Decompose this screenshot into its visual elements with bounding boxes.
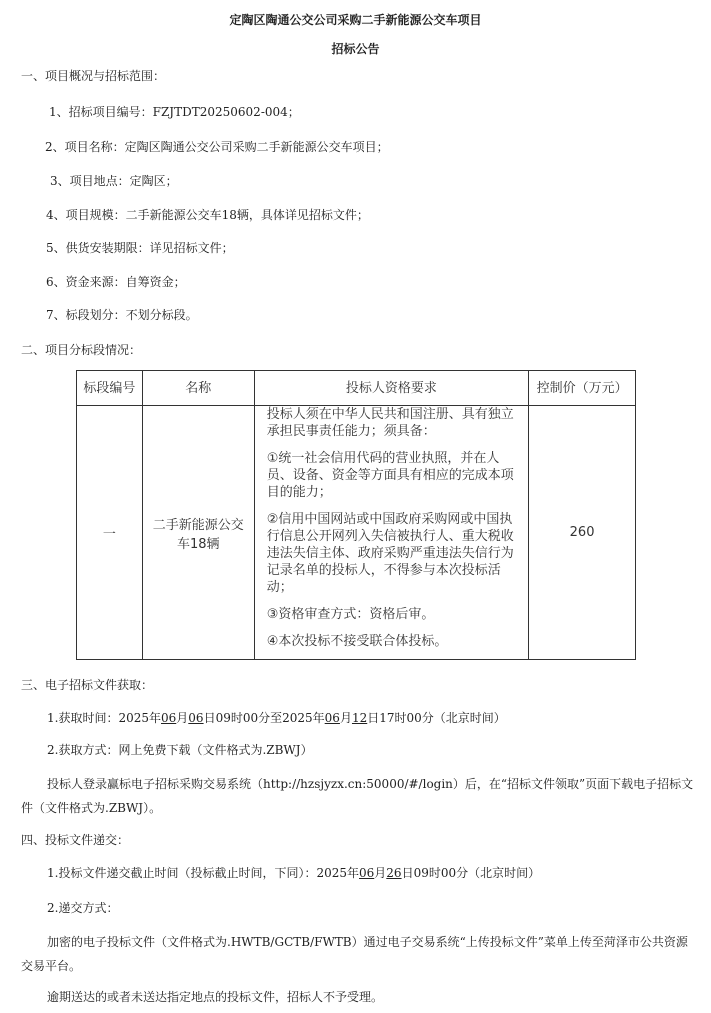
- header-name: 名称: [142, 371, 254, 406]
- cell-lot-number: 一: [77, 406, 143, 660]
- section1-item-name: 2、项目名称：定陶区陶通公交公司采购二手新能源公交车项目；: [45, 140, 389, 154]
- section1-item-funding: 6、资金来源：自筹资金；: [46, 275, 186, 289]
- requirement-2: ②信用中国网站或中国政府采购网或中国执行信息公开网列入失信被执行人、重大税收违法失信主体、政府采购严重违法失信行为记录名单的投标人，不得参与本次投标活动；: [266, 512, 514, 595]
- section1-item-lots: 7、标段划分：不划分标段。: [46, 308, 198, 322]
- requirement-4: ④本次投标不接受联合体投标。: [266, 634, 448, 649]
- section4-heading: 四、投标文件递交：: [21, 833, 130, 847]
- section1-item-location: 3、项目地点：定陶区；: [50, 174, 178, 188]
- section1-item-period: 5、供货安装期限：详见招标文件；: [46, 241, 234, 255]
- section4-deadline: 1.投标文件递交截止时间（投标截止时间，下同）：2025年06月26日09时00分（北京时间）: [47, 866, 541, 880]
- section1-heading: 一、项目概况与招标范围：: [21, 69, 166, 83]
- cell-name: 二手新能源公交车18辆: [142, 406, 254, 660]
- requirement-3: ③资格审查方式：资格后审。: [266, 607, 435, 622]
- lots-table: [76, 370, 636, 660]
- cell-control-price: 260: [529, 406, 636, 660]
- section3-acquisition-method: 2.获取方式：网上免费下载（文件格式为.ZBWJ）: [47, 743, 313, 757]
- section4-late-paragraph: 逾期送达的或者未送达指定地点的投标文件，招标人不予受理。: [47, 990, 384, 1004]
- cell-qualification: [254, 406, 528, 660]
- header-control-price: 控制价（万元）: [529, 371, 636, 406]
- section2-heading: 二、项目分标段情况：: [21, 343, 142, 357]
- document-title: 定陶区陶通公交公司采购二手新能源公交车项目: [229, 13, 482, 27]
- table-header-row: [77, 371, 636, 406]
- header-lot-number: 标段编号: [77, 371, 143, 406]
- section3-login-paragraph: 投标人登录赢标电子招标采购交易系统（http://hzsjyzx.cn:50000/#/login）后，在“招标文件领取”页面下载电子招标文件（文件格式为.ZBWJ）。: [21, 777, 694, 815]
- table-row: [77, 406, 636, 660]
- requirement-1: ①统一社会信用代码的营业执照，并在人员、设备、资金等方面具有相应的完成本项目的能力；: [266, 451, 514, 500]
- requirement-intro: 投标人须在中华人民共和国注册、具有独立承担民事责任能力；须具备：: [266, 407, 514, 439]
- document-subtitle: 招标公告: [331, 42, 380, 56]
- header-qualification: 投标人资格要求: [254, 371, 528, 406]
- section1-item-scale: 4、项目规模：二手新能源公交车18辆，具体详见招标文件；: [46, 208, 369, 222]
- section4-upload-paragraph: 加密的电子投标文件（文件格式为.HWTB/GCTB/FWTB）通过电子交易系统“上传投标文件”菜单上传至菏泽市公共资源交易平台。: [21, 935, 688, 973]
- section1-item-code: 1、招标项目编号：FZJTDT20250602-004；: [49, 105, 300, 119]
- section4-submission-method: 2.递交方式：: [47, 901, 119, 915]
- section3-acquisition-time: 1.获取时间：2025年06月06日09时00分至2025年06月12日17时00分（北京时间）: [47, 711, 506, 725]
- section3-heading: 三、电子招标文件获取：: [21, 678, 154, 692]
